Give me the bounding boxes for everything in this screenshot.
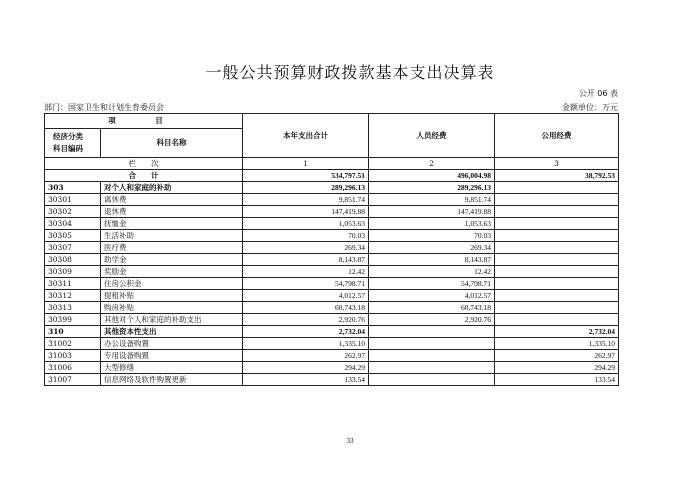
row-name: 退休费: [101, 206, 243, 218]
row-name: 提租补贴: [101, 290, 243, 302]
row-name: 助学金: [101, 254, 243, 266]
row-total: 133.54: [243, 374, 369, 386]
lanci-col2: 2: [369, 158, 495, 170]
table-row: [45, 302, 619, 314]
row-personnel: 1,053.63: [369, 218, 495, 230]
row-name: 其他对个人和家庭的补助支出: [101, 314, 243, 326]
row-code: 30301: [45, 194, 101, 206]
row-personnel: 8,143.87: [369, 254, 495, 266]
row-code: 30308: [45, 254, 101, 266]
row-code: 30302: [45, 206, 101, 218]
total-personnel: 496,004.98: [369, 170, 495, 182]
row-total: 12.42: [243, 266, 369, 278]
row-total: 262.97: [243, 350, 369, 362]
row-name: 大型修缮: [101, 362, 243, 374]
total-row: [45, 170, 619, 182]
row-personnel: 9,851.74: [369, 194, 495, 206]
row-code: 30311: [45, 278, 101, 290]
row-public: 294.29: [495, 362, 619, 374]
table-row: [45, 194, 619, 206]
row-total: 70.03: [243, 230, 369, 242]
row-personnel: [369, 362, 495, 374]
unit-label: 金额单位：万元: [562, 103, 618, 112]
row-code: 30312: [45, 290, 101, 302]
row-total: 289,296.13: [243, 182, 369, 194]
row-name: 抚恤金: [101, 218, 243, 230]
row-total: 147,419.88: [243, 206, 369, 218]
row-personnel: [369, 326, 495, 338]
row-code: 30307: [45, 242, 101, 254]
lanci-label: 栏 次: [45, 158, 243, 170]
row-code: 31006: [45, 362, 101, 374]
table-row: [45, 254, 619, 266]
row-personnel: [369, 338, 495, 350]
row-public: [495, 314, 619, 326]
form-code: 公开 06 表: [578, 89, 618, 98]
row-total: 8,143.87: [243, 254, 369, 266]
header-personnel: 人员经费: [369, 114, 495, 158]
table-row: [45, 182, 619, 194]
expenditure-table: [44, 113, 619, 386]
table-row: [45, 278, 619, 290]
lanci-col3: 3: [495, 158, 619, 170]
table-row: [45, 266, 619, 278]
header-xiangmu: 项 目: [45, 114, 243, 129]
row-code: 31003: [45, 350, 101, 362]
row-total: 2,920.76: [243, 314, 369, 326]
row-personnel: 4,012.57: [369, 290, 495, 302]
row-personnel: 289,296.13: [369, 182, 495, 194]
row-code: 31002: [45, 338, 101, 350]
row-public: 1,335.10: [495, 338, 619, 350]
page-number: 33: [346, 437, 354, 445]
row-total: 1,053.63: [243, 218, 369, 230]
row-personnel: [369, 374, 495, 386]
row-total: 294.29: [243, 362, 369, 374]
row-personnel: 2,920.76: [369, 314, 495, 326]
table-row: [45, 242, 619, 254]
row-public: [495, 278, 619, 290]
header-public: 公用经费: [495, 114, 619, 158]
report-title: 一般公共预算财政拨款基本支出决算表: [205, 63, 495, 82]
row-personnel: 54,798.71: [369, 278, 495, 290]
row-name: 生活补助: [101, 230, 243, 242]
row-name: 信息网络及软件购置更新: [101, 374, 243, 386]
total-label: 合 计: [45, 170, 243, 182]
row-total: 60,743.18: [243, 302, 369, 314]
header-total: 本年支出合计: [243, 114, 369, 158]
row-personnel: 70.03: [369, 230, 495, 242]
table-row: [45, 326, 619, 338]
row-name: 离休费: [101, 194, 243, 206]
row-personnel: 269.34: [369, 242, 495, 254]
row-code: 310: [45, 326, 101, 338]
table-row: [45, 338, 619, 350]
row-name: 对个人和家庭的补助: [101, 182, 243, 194]
row-name: 其他资本性支出: [101, 326, 243, 338]
table-row: [45, 206, 619, 218]
header-subject-name: 科目名称: [101, 129, 243, 158]
row-name: 办公设备购置: [101, 338, 243, 350]
table-row: [45, 218, 619, 230]
row-public: [495, 242, 619, 254]
table-row: [45, 230, 619, 242]
row-public: 262.97: [495, 350, 619, 362]
row-code: 30309: [45, 266, 101, 278]
row-public: [495, 206, 619, 218]
row-personnel: 12.42: [369, 266, 495, 278]
row-personnel: [369, 350, 495, 362]
table-row: [45, 362, 619, 374]
row-public: 2,732.04: [495, 326, 619, 338]
row-code: 31007: [45, 374, 101, 386]
table-row: [45, 314, 619, 326]
table-row: [45, 350, 619, 362]
row-code: 30399: [45, 314, 101, 326]
row-total: 1,335.10: [243, 338, 369, 350]
total-public: 38,792.53: [495, 170, 619, 182]
table-row: [45, 374, 619, 386]
lanci-row: [45, 158, 619, 170]
total-amount: 534,797.51: [243, 170, 369, 182]
row-public: [495, 290, 619, 302]
row-code: 303: [45, 182, 101, 194]
department-label: 部门：国家卫生和计划生育委员会: [44, 103, 164, 112]
row-total: 269.34: [243, 242, 369, 254]
row-name: 住房公积金: [101, 278, 243, 290]
row-public: [495, 182, 619, 194]
row-total: 4,012.57: [243, 290, 369, 302]
row-code: 30304: [45, 218, 101, 230]
lanci-col1: 1: [243, 158, 369, 170]
row-name: 奖励金: [101, 266, 243, 278]
row-public: [495, 266, 619, 278]
row-personnel: 147,419.88: [369, 206, 495, 218]
row-total: 2,732.04: [243, 326, 369, 338]
row-public: 133.54: [495, 374, 619, 386]
row-public: [495, 194, 619, 206]
row-name: 专用设备购置: [101, 350, 243, 362]
row-code: 30313: [45, 302, 101, 314]
row-personnel: 60,743.18: [369, 302, 495, 314]
row-public: [495, 302, 619, 314]
row-public: [495, 218, 619, 230]
row-total: 9,851.74: [243, 194, 369, 206]
row-name: 购房补贴: [101, 302, 243, 314]
row-name: 医疗费: [101, 242, 243, 254]
row-public: [495, 254, 619, 266]
row-code: 30305: [45, 230, 101, 242]
row-public: [495, 230, 619, 242]
header-econ-code: 经济分类 科目编码: [45, 129, 101, 158]
table-row: [45, 290, 619, 302]
row-total: 54,798.71: [243, 278, 369, 290]
